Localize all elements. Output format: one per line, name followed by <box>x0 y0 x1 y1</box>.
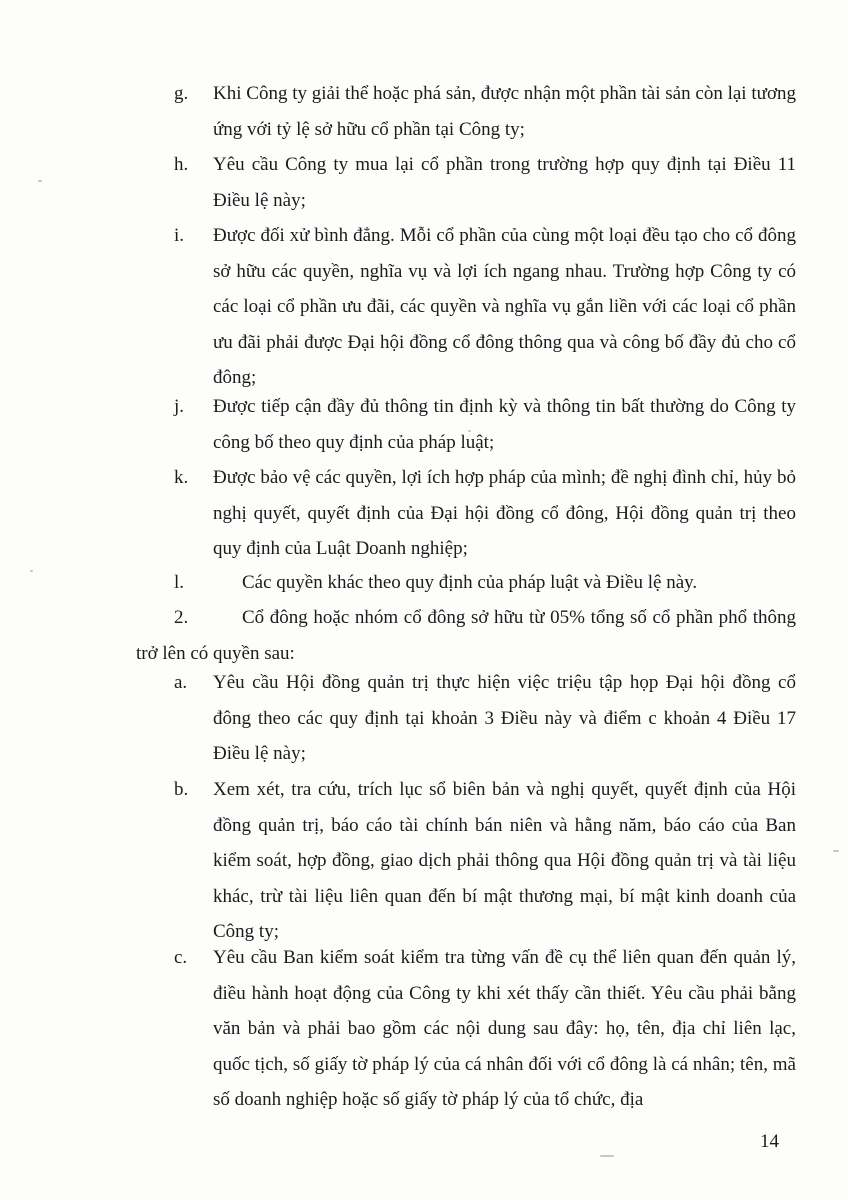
item-label: k. <box>174 467 189 488</box>
item-text: Yêu cầu Ban kiểm soát kiểm tra từng vấn đề cụ thể liên quan đến quản lý, điều hành hoạt động của Công ty khi xét thấy cần thiết. Yêu cầu phải bằng văn bản và phải bao gồm các nội dung sau đây: họ, tên, địa chỉ liên lạc, quốc tịch, số giấy tờ pháp lý của cá nhân đối với cổ đông là cá nhân; tên, mã số doanh nghiệp hoặc số giấy tờ pháp lý của tổ chức, địa <box>213 947 796 1110</box>
item-text: Yêu cầu Công ty mua lại cổ phần trong trường hợp quy định tại Điều 11 Điều lệ này; <box>213 154 796 211</box>
scan-speck <box>30 570 33 572</box>
list-item-g <box>174 76 796 147</box>
sub-item-c <box>174 940 796 1118</box>
item-text: Yêu cầu Hội đồng quản trị thực hiện việc triệu tập họp Đại hội đồng cổ đông theo các quy định tại khoản 3 Điều này và điểm c khoản 4 Điều 17 Điều lệ này; <box>213 672 796 764</box>
item-label: h. <box>174 154 189 175</box>
item-text: Được tiếp cận đầy đủ thông tin định kỳ và thông tin bất thường do Công ty công bố theo quy định của pháp luật; <box>213 396 796 453</box>
scan-speck <box>468 430 471 432</box>
list-item-k <box>174 460 796 567</box>
item-text: Được đối xử bình đẳng. Mỗi cổ phần của cùng một loại đều tạo cho cổ đông sở hữu các quyền, nghĩa vụ và lợi ích ngang nhau. Trường hợp Công ty có các loại cổ phần ưu đãi, các quyền và nghĩa vụ gắn liền với các loại cổ phần ưu đãi phải được Đại hội đồng cổ đông thông qua và công bố đầy đủ cho cổ đông; <box>213 225 796 388</box>
item-label: b. <box>174 779 189 800</box>
item-label: g. <box>174 83 189 104</box>
list-item-j <box>174 389 796 460</box>
item-text: Khi Công ty giải thể hoặc phá sản, được nhận một phần tài sản còn lại tương ứng với tỷ lệ sở hữu cổ phần tại Công ty; <box>213 83 796 140</box>
sub-item-a <box>174 665 796 772</box>
item-text: Xem xét, tra cứu, trích lục sổ biên bản và nghị quyết, quyết định của Hội đồng quản trị, báo cáo tài chính bán niên và hằng năm, báo cáo của Ban kiểm soát, hợp đồng, giao dịch phải thông qua Hội đồng quản trị và tài liệu khác, trừ tài liệu liên quan đến bí mật thương mại, bí mật kinh doanh của Công ty; <box>213 779 796 942</box>
item-text: Được bảo vệ các quyền, lợi ích hợp pháp của mình; đề nghị đình chỉ, hủy bỏ nghị quyết, quyết định của Đại hội đồng cổ đông, Hội đồng quản trị theo quy định của Luật Doanh nghiệp; <box>213 467 796 559</box>
item-label: i. <box>174 225 185 246</box>
list-item-i <box>174 218 796 396</box>
section-text: Cổ đông hoặc nhóm cổ đông sở hữu từ 05% tổng số cổ phần phổ thông trở lên có quyền sau: <box>136 607 796 664</box>
scan-speck <box>833 850 839 852</box>
section-2 <box>136 600 796 671</box>
list-item-h <box>174 147 796 218</box>
item-label: c. <box>174 947 188 968</box>
item-text: Các quyền khác theo quy định của pháp luật và Điều lệ này. <box>242 572 698 593</box>
scan-speck <box>600 1155 614 1157</box>
item-label: a. <box>174 672 188 693</box>
item-label: l. <box>174 572 185 593</box>
item-label: j. <box>174 396 185 417</box>
page-number: 14 <box>760 1131 779 1152</box>
list-item-l <box>174 565 796 601</box>
sub-item-b <box>174 772 796 950</box>
section-label: 2. <box>174 607 189 628</box>
scan-speck <box>38 180 42 182</box>
